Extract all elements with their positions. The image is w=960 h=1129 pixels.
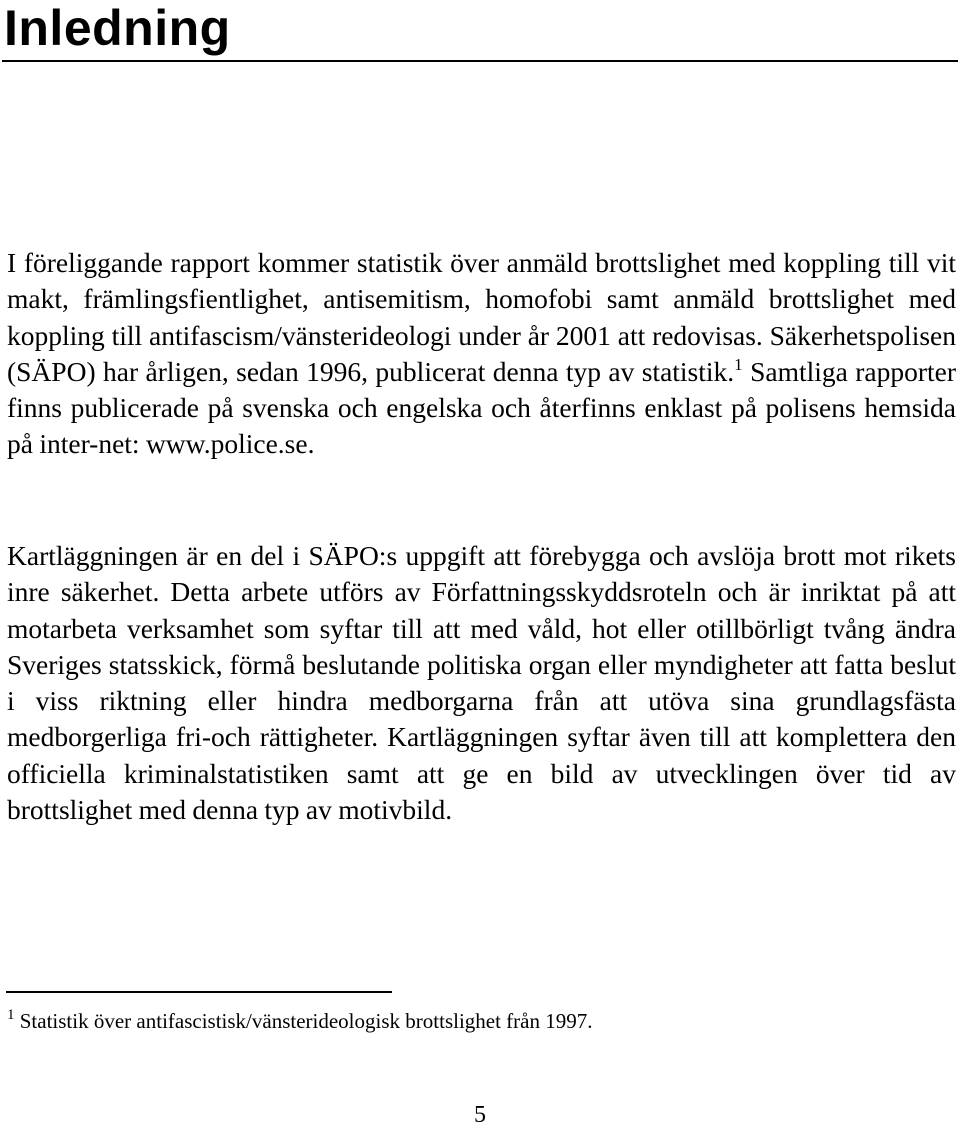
footnote xyxy=(7,1006,593,1036)
intro-paragraph xyxy=(7,245,956,463)
footnote-number: 1 xyxy=(7,1007,15,1023)
heading-underline xyxy=(2,60,958,62)
page-number: 5 xyxy=(474,1102,486,1128)
intro-paragraph-text: I föreliggande rapport kommer statistik över anmäld brottslighet med koppling till vit makt, främlingsfientlighet, antisemitism, homofobi samt anmäld brottslighet med koppling till antifascism/vänsterideologi under år 2001 att redovisas. Säkerhetspolisen (SÄPO) har årligen, sedan 1996, publicerat denna typ av statistik. xyxy=(7,247,956,387)
footnote-text: Statistik över antifascistisk/vänsterideologisk brottslighet från 1997. xyxy=(19,1009,593,1033)
mapping-paragraph: Kartläggningen är en del i SÄPO:s uppgift att förebygga och avslöja brott mot rikets inre säkerhet. Detta arbete utförs av Författningsskyddsroteln och är inriktat på att motarbeta verksamhet som syftar till att med våld, hot eller otillbörligt tvång ändra Sveriges statsskick, förmå beslutande politiska organ eller myndigheter att fatta beslut i viss riktning eller hindra medborgarna från att utöva sina grundlagsfästa medborgerliga fri-och rättigheter. Kartläggningen syftar även till att komplettera den officiella kriminalstatistiken samt att ge en bild av utvecklingen över tid av brottslighet med denna typ av motivbild. xyxy=(7,540,956,826)
intro-paragraph-continuation: Samtliga rapporter finns publicerade på svenska och engelska och återfinns enklast på polisens hemsida på inter-net: www.police.se. xyxy=(7,355,957,460)
footnote-separator xyxy=(6,991,392,993)
page-heading: Inledning xyxy=(4,0,231,56)
footnote-reference: 1 xyxy=(734,354,743,374)
